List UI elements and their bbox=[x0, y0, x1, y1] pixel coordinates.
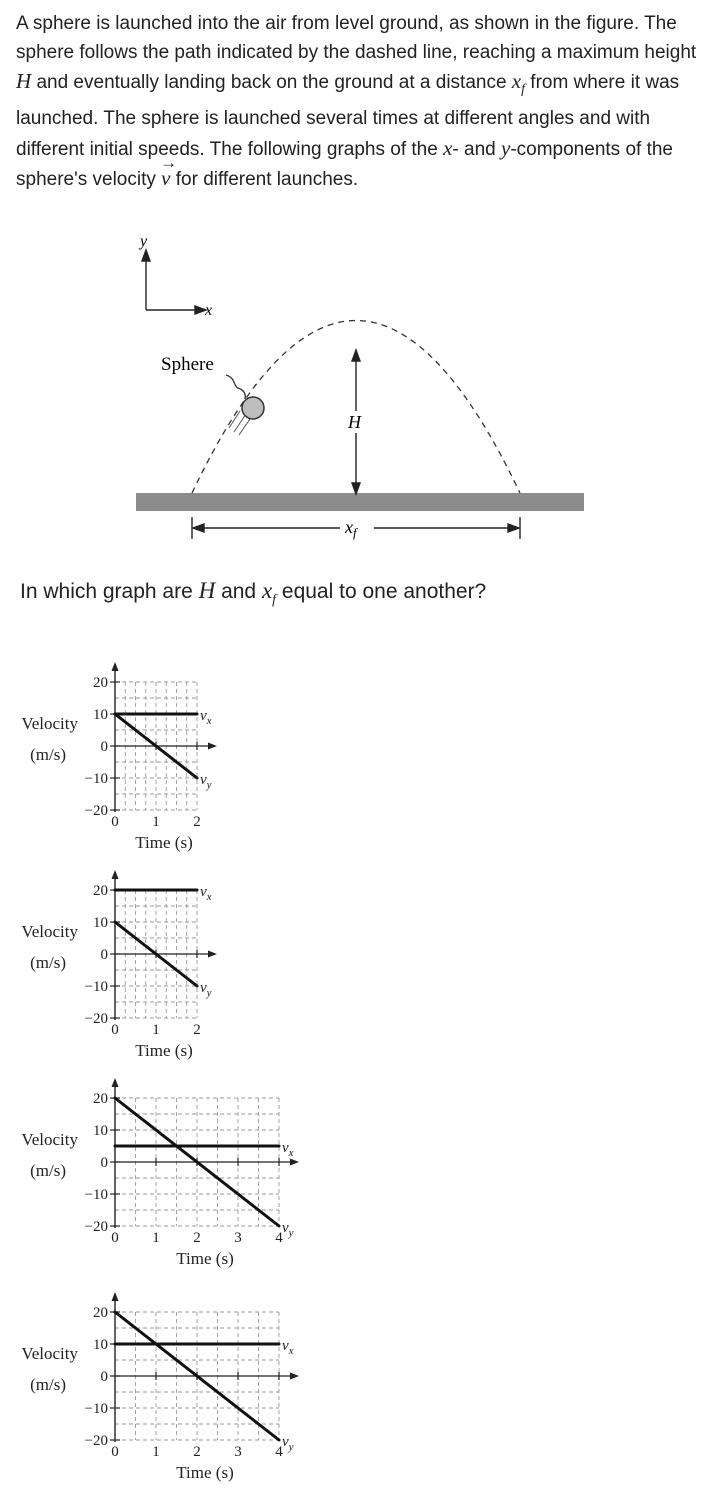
y-tick-label: 20 bbox=[93, 883, 108, 899]
axis-y-label: y bbox=[140, 233, 148, 250]
y-axis-label-line1: Velocity bbox=[21, 1344, 78, 1363]
series-label-main: v bbox=[282, 1434, 289, 1450]
distance-label-x: x bbox=[345, 517, 353, 537]
x-tick-label: 1 bbox=[152, 1022, 160, 1038]
x-tick-label: 0 bbox=[111, 814, 119, 830]
x-tick-label: 1 bbox=[152, 1444, 160, 1460]
y-tick-label: −10 bbox=[84, 1401, 108, 1417]
series-label-vy bbox=[200, 980, 212, 999]
x-tick-label: 1 bbox=[152, 814, 160, 830]
axis-x-label: x bbox=[205, 302, 213, 319]
question-symbol-H: H bbox=[198, 578, 216, 603]
intro-text-5: -components of the sphere's velocity bbox=[16, 138, 673, 191]
velocity-graph-c[interactable] bbox=[0, 1076, 330, 1271]
x-tick-label: 0 bbox=[111, 1444, 119, 1460]
y-tick-label: −10 bbox=[84, 771, 108, 787]
symbol-y-component: y bbox=[501, 135, 511, 160]
y-tick-label: 10 bbox=[93, 1337, 108, 1353]
y-axis-label-line1: Velocity bbox=[21, 1130, 78, 1149]
y-axis-label-line2: (m/s) bbox=[30, 1375, 66, 1394]
y-tick-label: −20 bbox=[84, 1219, 108, 1235]
series-label-vx bbox=[282, 1140, 294, 1159]
x-tick-label: 2 bbox=[193, 1022, 201, 1038]
y-tick-label: 0 bbox=[100, 1369, 108, 1385]
y-tick-label: 20 bbox=[93, 675, 108, 691]
series-label-vx bbox=[200, 884, 212, 903]
question-text-1: In which graph are bbox=[20, 580, 199, 603]
x-axis-arrow bbox=[290, 1373, 299, 1380]
x-axis-label: Time (s) bbox=[135, 1041, 193, 1060]
symbol-velocity-vector: → v bbox=[161, 164, 170, 193]
y-axis-arrow bbox=[112, 870, 119, 879]
intro-text-2: and eventually landing back on the ground at a distance bbox=[31, 72, 512, 94]
y-axis-label-line2: (m/s) bbox=[30, 745, 66, 764]
y-axis-arrow bbox=[112, 1292, 119, 1301]
distance-label-f: f bbox=[353, 525, 357, 540]
series-label-main: v bbox=[282, 1220, 289, 1236]
y-tick-label: 0 bbox=[100, 739, 108, 755]
y-tick-label: −10 bbox=[84, 1187, 108, 1203]
symbol-x-component: x bbox=[443, 135, 453, 160]
question-text-3: equal to one another? bbox=[276, 580, 487, 603]
y-axis-label-line2: (m/s) bbox=[30, 953, 66, 972]
series-label-main: v bbox=[200, 884, 207, 900]
y-axis-label-line1: Velocity bbox=[21, 714, 78, 733]
y-tick-label: 10 bbox=[93, 915, 108, 931]
sphere-label: Sphere bbox=[161, 354, 214, 375]
x-tick-label: 0 bbox=[111, 1022, 119, 1038]
x-axis-label: Time (s) bbox=[176, 1463, 234, 1482]
series-label-vx bbox=[282, 1338, 294, 1357]
question-symbol-x: x bbox=[261, 578, 273, 603]
sphere-pointer bbox=[226, 375, 245, 399]
series-label-sub: y bbox=[288, 1441, 294, 1453]
y-axis-arrow bbox=[112, 662, 119, 671]
question-symbol-f: f bbox=[272, 592, 277, 608]
symbol-xf bbox=[511, 69, 526, 98]
series-label-sub: x bbox=[288, 1147, 294, 1159]
series-label-sub: y bbox=[206, 987, 212, 999]
series-label-sub: x bbox=[206, 891, 212, 903]
series-label-main: v bbox=[282, 1140, 289, 1156]
series-label-vy bbox=[282, 1434, 294, 1453]
y-tick-label: 0 bbox=[100, 1155, 108, 1171]
ground bbox=[136, 493, 584, 511]
y-axis-arrow bbox=[112, 1078, 119, 1087]
x-tick-label: 2 bbox=[193, 814, 201, 830]
symbol-H: H bbox=[16, 69, 32, 94]
velocity-graph-a[interactable] bbox=[0, 660, 330, 855]
symbol-f-subscript: f bbox=[521, 82, 526, 98]
series-label-vx bbox=[200, 708, 212, 727]
x-axis-arrow bbox=[208, 743, 217, 750]
y-axis-label-line2: (m/s) bbox=[30, 1161, 66, 1180]
series-label-sub: y bbox=[206, 779, 212, 791]
y-tick-label: 0 bbox=[100, 947, 108, 963]
y-tick-label: −20 bbox=[84, 803, 108, 819]
trajectory-figure bbox=[0, 228, 726, 558]
y-tick-label: 20 bbox=[93, 1305, 108, 1321]
height-label: H bbox=[348, 412, 361, 432]
y-tick-label: −20 bbox=[84, 1433, 108, 1449]
coordinate-axes bbox=[142, 250, 206, 314]
question-symbol-xf bbox=[261, 578, 277, 608]
problem-statement bbox=[16, 10, 716, 195]
x-tick-label: 3 bbox=[234, 1230, 242, 1246]
intro-text-1: A sphere is launched into the air from level ground, as shown in the figure. The sphere follows the path indicated by the dashed line, reaching a maximum height bbox=[16, 13, 697, 63]
series-label-vy bbox=[200, 772, 212, 791]
y-tick-label: 20 bbox=[93, 1091, 108, 1107]
y-axis-label-line1: Velocity bbox=[21, 922, 78, 941]
y-tick-label: −10 bbox=[84, 979, 108, 995]
series-label-vy bbox=[282, 1220, 294, 1239]
intro-text-4: - and bbox=[452, 138, 501, 160]
x-tick-label: 2 bbox=[193, 1444, 201, 1460]
symbol-x: x bbox=[511, 69, 522, 94]
x-tick-label: 3 bbox=[234, 1444, 242, 1460]
intro-text-3: from where it was launched. The sphere is launched several times at different angles and with different initial speeds. The following graphs of the bbox=[16, 72, 680, 160]
x-axis-label: Time (s) bbox=[176, 1249, 234, 1268]
series-label-sub: x bbox=[288, 1345, 294, 1357]
x-tick-label: 1 bbox=[152, 1230, 160, 1246]
series-label-sub: y bbox=[288, 1227, 294, 1239]
series-label-main: v bbox=[200, 980, 207, 996]
intro-text-6: for different launches. bbox=[170, 169, 359, 191]
y-tick-label: 10 bbox=[93, 1123, 108, 1139]
x-tick-label: 4 bbox=[275, 1230, 283, 1246]
x-axis-label: Time (s) bbox=[135, 833, 193, 852]
series-label-sub: x bbox=[206, 715, 212, 727]
y-tick-label: 10 bbox=[93, 707, 108, 723]
y-tick-label: −20 bbox=[84, 1011, 108, 1027]
series-label-main: v bbox=[282, 1338, 289, 1354]
question-text-2: and bbox=[215, 580, 262, 603]
x-tick-label: 2 bbox=[193, 1230, 201, 1246]
sphere bbox=[242, 397, 264, 419]
question-text bbox=[20, 578, 486, 609]
series-label-main: v bbox=[200, 708, 207, 724]
velocity-graph-b[interactable] bbox=[0, 868, 330, 1063]
velocity-graph-d[interactable] bbox=[0, 1290, 330, 1485]
x-tick-label: 0 bbox=[111, 1230, 119, 1246]
series-label-main: v bbox=[200, 772, 207, 788]
x-axis-arrow bbox=[290, 1159, 299, 1166]
x-axis-arrow bbox=[208, 951, 217, 958]
x-tick-label: 4 bbox=[275, 1444, 283, 1460]
